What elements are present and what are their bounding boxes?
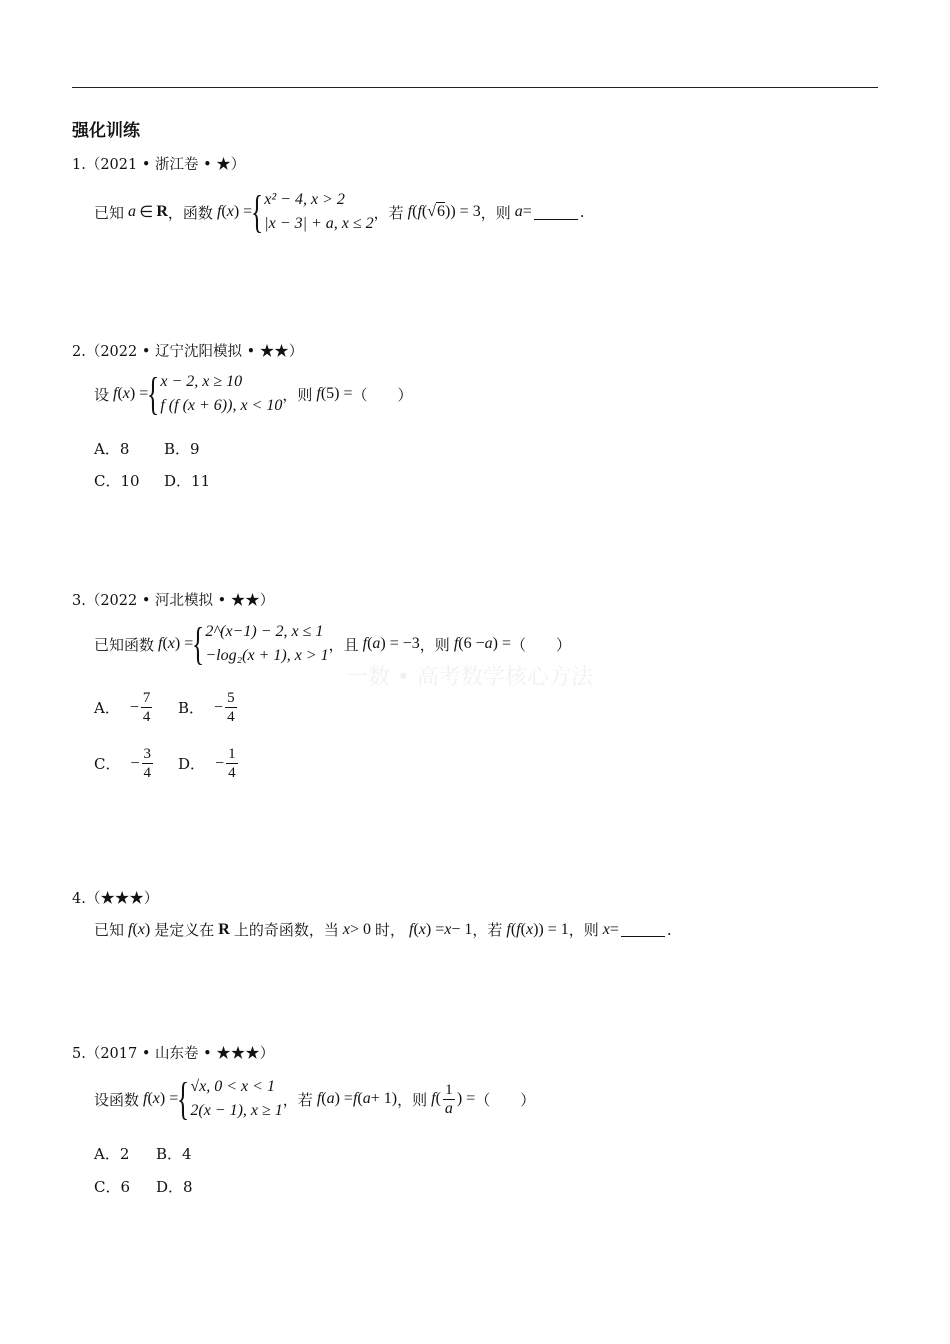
q3-text-3: ，则 <box>419 635 450 654</box>
q2-header: 2.（2022 • 辽宁沈阳模拟 • ★★） <box>72 344 304 360</box>
q3-option-b-fraction: $\frac{5}{4}$ <box>227 690 235 725</box>
q5-option-d[interactable]: D．8 <box>156 1178 193 1196</box>
q4-answer-blank[interactable] <box>621 922 665 937</box>
q3-option-a[interactable]: A． − $\frac{7}{4}$ <box>94 690 151 725</box>
q2-case-1: x − 2, x ≥ 10 <box>160 373 243 390</box>
q3-option-a-fraction: $\frac{7}{4}$ <box>142 690 151 725</box>
q3-option-b[interactable]: B． − $\frac{5}{4}$ <box>178 690 235 725</box>
q2-text-2: ，则 <box>282 385 313 404</box>
q3-text-1: 已知函数 <box>94 635 155 654</box>
q3-case-1: 2^(x−1) − 2, x ≤ 1 <box>205 623 324 640</box>
q2-body: 设 f ( x ) = { x − 2, x ≥ 10 f (f (x + 6)), x < 10 ，则 f (5) = （ ） <box>94 368 413 419</box>
q5-option-a[interactable]: A．2 <box>94 1145 130 1163</box>
q3-case-2: −log₂(x + 1), x > 1 <box>205 647 329 664</box>
q2-option-b[interactable]: B．9 <box>164 440 200 458</box>
q1-cases <box>264 188 373 236</box>
q5-header: 5.（2017 • 山东卷 • ★★★） <box>72 1046 275 1062</box>
q3-text-2: ，且 <box>328 635 359 654</box>
q1-text-4: ，则 <box>480 203 511 222</box>
q2-option-d[interactable]: D．11 <box>164 472 211 490</box>
q1-condition: f <box>403 203 413 220</box>
q5-brace: { <box>177 1073 190 1124</box>
q5-fraction: $\frac{1}{a}$ <box>444 1081 453 1117</box>
q3-brace: { <box>192 618 205 669</box>
q2-case-2: f (f (x + 6)), x < 10 <box>160 397 283 414</box>
q2-cases <box>160 370 282 418</box>
q3-cases <box>205 620 328 668</box>
watermark: 一数 • 高考数学核心方法 <box>346 665 593 690</box>
q1-header: 1.（2021 • 浙江卷 • ★） <box>72 157 246 173</box>
q3-option-c-fraction: $\frac{3}{4}$ <box>143 746 152 781</box>
q2-text-1: 设 <box>94 385 110 404</box>
q3-option-d-fraction: $\frac{1}{4}$ <box>228 746 236 781</box>
q1-text-3: ，若 <box>373 203 404 222</box>
q3-option-c[interactable]: C． − $\frac{3}{4}$ <box>94 746 152 781</box>
q5-cases <box>190 1075 282 1123</box>
q5-case-2: 2(x − 1), x ≥ 1 <box>190 1102 283 1119</box>
q1-case-2: |x − 3| + a, x ≤ 2 <box>264 215 374 232</box>
q2-option-a[interactable]: A．8 <box>94 440 130 458</box>
q4-header: 4.（★★★） <box>72 891 159 907</box>
q4-body: 已知 f ( x ) 是定义在 R 上的奇函数，当 x > 0 时， f ( x ) = x − 1 ，若 f ( f ( x )) = 1 ，则 x = . <box>94 920 672 939</box>
q2-text-3: （ ） <box>352 385 413 404</box>
section-title: 强化训练 <box>72 121 140 141</box>
q2-brace: { <box>147 368 160 419</box>
q1-answer-blank[interactable] <box>534 205 578 220</box>
q1-brace: { <box>251 186 264 237</box>
q3-option-d[interactable]: D． − $\frac{1}{4}$ <box>178 746 236 781</box>
q1-text-2: ，函数 <box>167 203 213 222</box>
q1-body: 已知 a ∈ R ，函数 f ( x ) = { x² − 4, x > 2 |x − 3| + a, x ≤ 2 ，若 f ( f (√6)) = 3 ，则 a = . <box>94 186 585 237</box>
q5-case-1: √x, 0 < x < 1 <box>190 1078 275 1095</box>
q1-math-fx: f <box>212 203 222 220</box>
q5-body: 设函数 f ( x ) = { √x, 0 < x < 1 2(x − 1), x ≥ 1 ，若 f ( a ) = f ( a + 1) ，则 f ( $\frac{1}{a}$ ) = （ ） <box>94 1073 536 1124</box>
q1-case-1: x² − 4, x > 2 <box>264 191 345 208</box>
q1-math-a: a <box>124 203 137 220</box>
header-rule <box>72 87 878 88</box>
q2-option-c[interactable]: C．10 <box>94 472 140 490</box>
q3-header: 3.（2022 • 河北模拟 • ★★） <box>72 593 275 609</box>
q1-text-1: 已知 <box>94 203 125 222</box>
q3-body: 已知函数 f ( x ) = { 2^(x−1) − 2, x ≤ 1 −log₂(x + 1), x > 1 ，且 f ( a ) = −3 ，则 f (6 − a ) = （ ） <box>94 618 571 669</box>
q3-text-4: （ ） <box>510 635 571 654</box>
q5-option-b[interactable]: B．4 <box>156 1145 192 1163</box>
q5-option-c[interactable]: C．6 <box>94 1178 131 1196</box>
